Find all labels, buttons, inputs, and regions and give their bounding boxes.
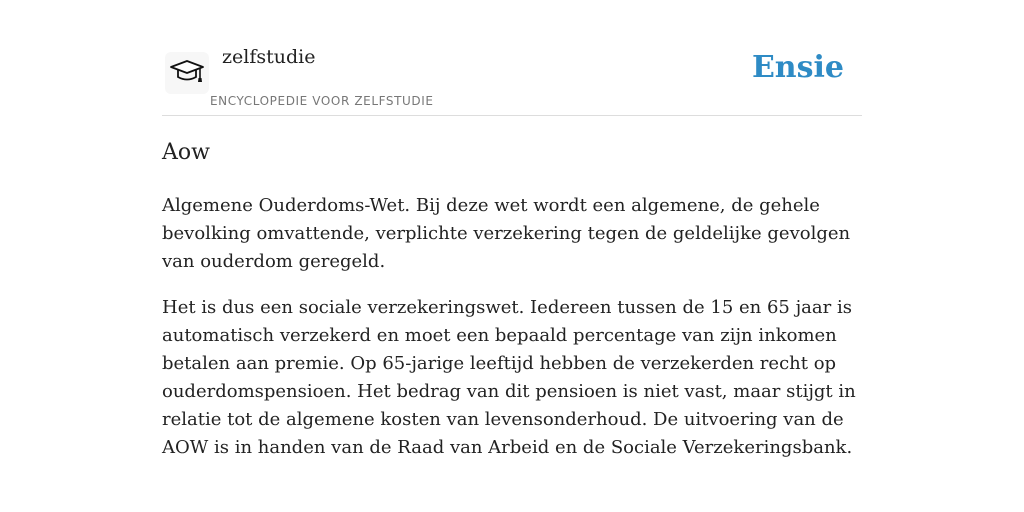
brand-logo[interactable]: Ensie	[751, 50, 844, 85]
graduation-cap-icon-graphic	[169, 58, 205, 88]
article-paragraph: Het is dus een sociale verzekeringswet. Iedereen tussen de 15 en 65 jaar is automatisch verzekerd en moet een bepaald percentage van zijn inkomen betalen aan premie. Op 65-jarige leeftijd hebben de verzekerden recht op ouderdomspensioen. Het bedrag van dit pensioen is niet vast, maar stijgt in relatie tot de algemene kosten van levensonderhoud. De uitvoering van de AOW is in handen van de Raad van Arbeid en de Sociale Verzekeringsbank.	[162, 297, 856, 458]
site-tagline: ENCYCLOPEDIE VOOR ZELFSTUDIE	[210, 94, 434, 108]
graduation-cap-icon[interactable]	[165, 52, 209, 94]
site-name[interactable]: zelfstudie	[222, 46, 316, 68]
article-paragraph: Algemene Ouderdoms-Wet. Bij deze wet wordt een algemene, de gehele bevolking omvattende, verplichte verzekering tegen de geldelijke gevolgen van ouderdom geregeld.	[162, 195, 851, 272]
header	[162, 40, 862, 116]
article-body	[162, 192, 868, 480]
page-title: Aow	[162, 140, 210, 165]
